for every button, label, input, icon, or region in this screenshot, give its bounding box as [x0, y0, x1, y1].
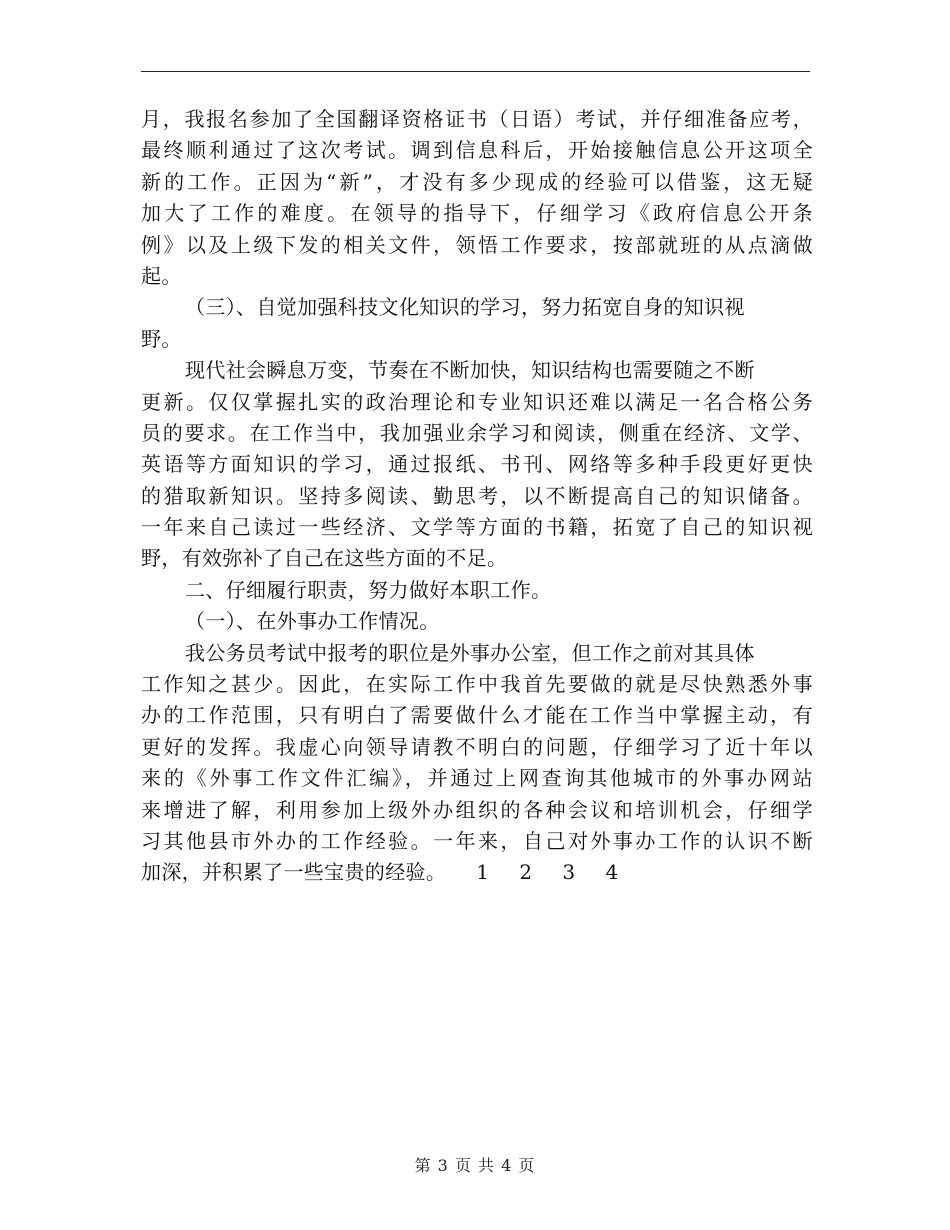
text-line: 的猎取新知识。坚持多阅读、勤思考，以不断提高自己的知识储备。	[141, 483, 813, 508]
text-line: 工作知之甚少。因此，在实际工作中我首先要做的就是尽快熟悉外事	[141, 672, 813, 697]
text-line: 野。	[141, 326, 182, 351]
text-line: 更好的发挥。我虚心向领导请教不明白的问题，仔细学习了近十年以	[141, 734, 813, 759]
section-heading: （三）、自觉加强科技文化知识的学习，努力拓宽自身的知识视	[185, 295, 745, 320]
text-line: 员的要求。在工作当中，我加强业余学习和阅读，侧重在经济、文学、	[141, 420, 813, 445]
text-fragment: 加深，并积累了一些宝贵的经验。	[141, 860, 447, 885]
body-text	[141, 104, 813, 889]
text-line: 新的工作。正因为“新”，才没有多少现成的经验可以借鉴，这无疑	[141, 169, 813, 194]
page-link-2[interactable]: 2	[519, 860, 533, 885]
page-link-4[interactable]: 4	[605, 860, 619, 885]
text-line: 例》以及上级下发的相关文件，领悟工作要求，按部就班的从点滴做	[141, 232, 813, 257]
text-line: 加大了工作的难度。在领导的指导下，仔细学习《政府信息公开条	[141, 201, 813, 226]
subsection-heading: （一）、在外事办工作情况。	[185, 609, 440, 634]
page-link-1[interactable]: 1	[476, 860, 490, 885]
paragraph-start: 我公务员考试中报考的职位是外事办公室，但工作之前对其具体	[185, 640, 755, 665]
text-line: 习其他县市外办的工作经验。一年来，自己对外事办工作的认识不断	[141, 828, 813, 853]
text-line: 来增进了解，利用参加上级外办组织的各种会议和培训机会，仔细学	[141, 797, 813, 822]
header-rule	[141, 71, 810, 72]
text-line: 月，我报名参加了全国翻译资格证书（日语）考试，并仔细准备应考，	[141, 107, 813, 131]
text-line: 英语等方面知识的学习，通过报纸、书刊、网络等多种手段更好更快	[141, 452, 813, 477]
section-heading: 二、仔细履行职责，努力做好本职工作。	[185, 577, 552, 602]
text-line: 一年来自己读过一些经济、文学等方面的书籍，拓宽了自己的知识视	[141, 515, 813, 540]
paragraph-start: 现代社会瞬息万变，节奏在不断加快，知识结构也需要随之不断	[185, 358, 755, 383]
text-line: 办的工作范围，只有明白了需要做什么才能在工作当中掌握主动，有	[141, 703, 813, 728]
page-footer: 第 3 页 共 4 页	[414, 1156, 536, 1175]
text-line: 来的《外事工作文件汇编》，并通过上网查询其他城市的外事办网站	[141, 766, 813, 791]
page-link-3[interactable]: 3	[562, 860, 576, 885]
text-line-with-page-links	[141, 857, 813, 888]
text-line: 最终顺利通过了这次考试。调到信息科后，开始接触信息公开这项全	[141, 138, 813, 163]
text-line: 野，有效弥补了自己在这些方面的不足。	[141, 546, 508, 571]
text-line: 更新。仅仅掌握扎实的政治理论和专业知识还难以满足一名合格公务	[141, 389, 813, 414]
text-line: 起。	[141, 263, 182, 288]
